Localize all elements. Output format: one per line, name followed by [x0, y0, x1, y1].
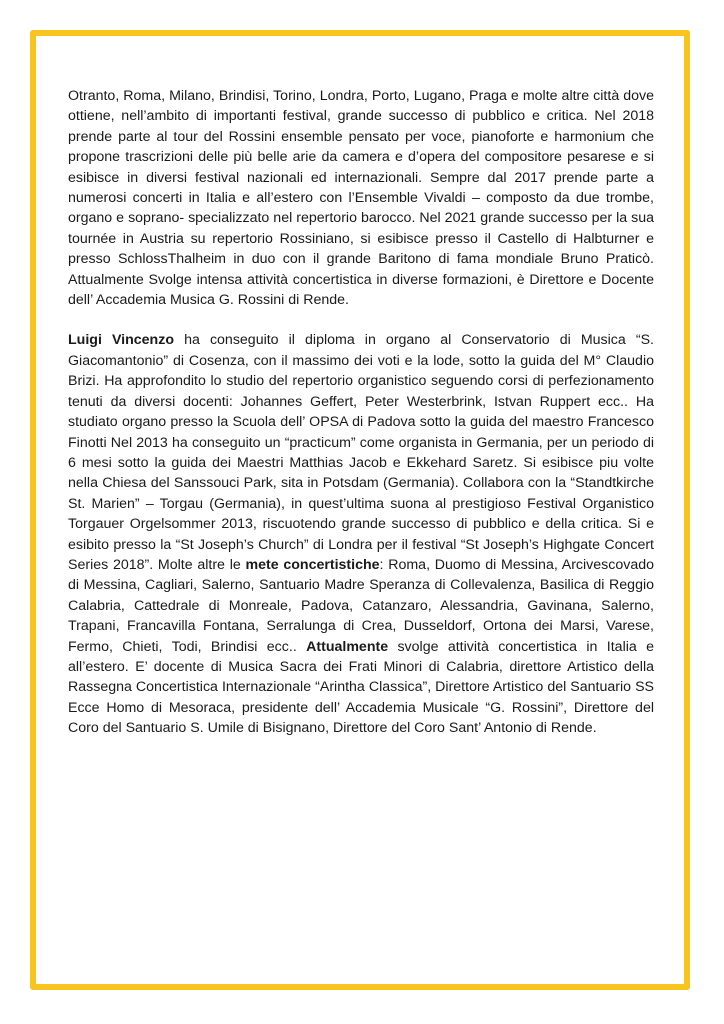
- paragraph-career-text: Otranto, Roma, Milano, Brindisi, Torino, Londra, Porto, Lugano, Praga e molte altre città dove ottiene, nell’ambito di importanti festival, grande successo di pubblico e critica. Nel 2018 prende parte al tour del Rossini ensemble pensato per voce, pianoforte e harmonium che propone trascrizioni delle più belle arie da camera e d’opera del compositore pesarese e si esibisce in diversi festival nazionali ed internazionali. Sempre dal 2017 prende parte a numerosi concerti in Italia e all’estero con l’Ensemble Vivaldi – composto da due trombe, organo e soprano- specializzato nel repertorio barocco. Nel 2021 grande successo per la sua tournée in Austria su repertorio Rossiniano, si esibisce presso il Castello di Halbturner e presso SchlossThalheim in duo con il grande Baritono di fama mondiale Bruno Praticò. Attualmente Svolge intensa attività concertistica in diverse formazioni, è Direttore e Docente dell’ Accademia Musica G. Rossini di Rende.: [68, 88, 654, 309]
- biography-text-c: svolge attività concertistica in Italia e all’estero. E’ docente di Musica Sacra dei Frati Minori di Calabria, direttore Artistico della Rassegna Concertistica Internazionale “Arintha Classica”, Direttore Artistico del Santuario SS Ecce Homo di Mesoraca, presidente dell’ Accademia Musicale “G. Rossini”, Direttore del Coro del Santuario S. Umile di Bisignano, Direttore del Coro Sant’ Antonio di Rende.: [68, 638, 655, 737]
- biography-text-b: : Roma, Duomo di Messina, Arcivescovado di Messina, Cagliari, Salerno, Santuario Madre Speranza di Collevalenza, Basilica di Reggio Calabria, Cattedrale di Monreale, Padova, Catanzaro, Alessandria, Gavinana, Salerno, Trapani, Francavilla Fontana, Serralunga di Crea, Dusseldorf, Ortona dei Marsi, Varese, Fermo, Chieti, Todi, Brindisi ecc..: [68, 556, 654, 655]
- paragraph-career: [68, 86, 654, 310]
- mete-concertistiche-label: mete concertistiche: [245, 556, 380, 573]
- attualmente-label: Attualmente: [306, 638, 389, 655]
- biography-text-a: ha conseguito il diploma in organo al Conservatorio di Musica “S. Giacomantonio” di Cosenza, con il massimo dei voti e la lode, sotto la guida del M° Claudio Brizi. Ha approfondito lo studio del repertorio organistico seguendo corsi di perfezionamento tenuti da diversi docenti: Johannes Geffert, Peter Westerbrink, Istvan Ruppert ecc.. Ha studiato organo presso la Scuola dell’ OPSA di Padova sotto la guida del maestro Francesco Finotti Nel 2013 ha conseguito un “practicum” come organista in Germania, per un periodo di 6 mesi sotto la guida dei Maestri Matthias Jacob e Ekkehard Saretz. Si esibisce piu volte nella Chiesa del Sanssouci Park, sita in Potsdam (Germania). Collabora con la “Standtkirche St. Marien” – Torgau (Germania), in quest’ultima suona al prestigioso Festival Organistico Torgauer Orgelsommer 2013, riscuotendo grande successo di pubblico e della critica. Si e esibito presso la “St Joseph’s Church” di Londra per il festival “St Joseph’s Highgate Concert Series 2018”. Molte altre le: [68, 332, 654, 573]
- document-body: [68, 86, 654, 739]
- paragraph-biography: [68, 330, 654, 738]
- person-name: Luigi Vincenzo: [68, 332, 174, 349]
